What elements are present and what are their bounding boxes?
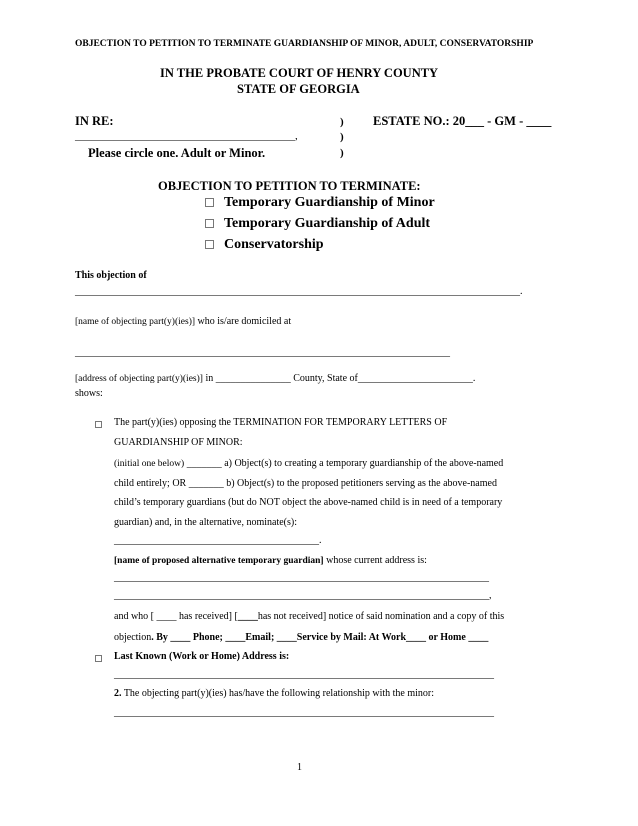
shows-label: shows: bbox=[75, 388, 103, 399]
option-label: Temporary Guardianship of Minor bbox=[224, 195, 435, 210]
last-known-label: Last Known (Work or Home) Address is: bbox=[114, 651, 290, 662]
domicile-line bbox=[75, 316, 291, 327]
relationship-blank: ____________________________________________________________________________ bbox=[114, 707, 494, 718]
circle-note: Please circle one. Adult or Minor. bbox=[88, 146, 266, 160]
nominee-line bbox=[114, 555, 427, 566]
this-objection-label: This objection of bbox=[75, 270, 147, 281]
county-state-text: in _______________ County, State of_______________________. bbox=[202, 373, 476, 384]
nominee-address-blank-2: ___________________________________________________________________________, bbox=[114, 590, 492, 601]
option-conservatorship[interactable] bbox=[205, 237, 324, 253]
nominee-label: [name of proposed alternative temporary guardian] bbox=[114, 556, 324, 566]
item2-line bbox=[114, 688, 434, 699]
last-known-checkbox-icon[interactable] bbox=[95, 655, 102, 662]
nominee-name-blank: _________________________________________. bbox=[114, 535, 322, 546]
notice-line bbox=[114, 611, 504, 622]
notice-text-b: has not received] notice of said nomination and a copy of this bbox=[257, 611, 505, 622]
service-options: . By ____ Phone; ____Email; ____Service by Mail: At Work____ or Home ____ bbox=[151, 632, 489, 643]
address-label: [address of objecting part(y)(ies)] bbox=[75, 374, 203, 384]
option-label: Temporary Guardianship of Adult bbox=[224, 216, 431, 231]
item1-line5: child’s temporary guardians (but do NOT object the above-named child is in need of a temporary bbox=[114, 497, 503, 508]
checkbox-icon[interactable] bbox=[205, 240, 214, 249]
item1-line1: The part(y)(ies) opposing the TERMINATION FOR TEMPORARY LETTERS OF bbox=[114, 417, 448, 428]
caption-paren-1: ) bbox=[340, 116, 344, 128]
caption-paren-2: ) bbox=[340, 131, 344, 143]
item1-line4: child entirely; OR _______ b) Object(s) to the proposed petitioners serving as the above-named bbox=[114, 478, 497, 489]
in-re-label: IN RE: bbox=[75, 114, 114, 128]
initial-label: (initial one below) bbox=[114, 459, 185, 469]
county-state-line bbox=[75, 373, 475, 384]
objector-name-label: [name of objecting part(y)(ies)] bbox=[75, 317, 196, 327]
address-blank: ___________________________________________________________________________ bbox=[75, 347, 450, 358]
item1-line2: GUARDIANSHIP OF MINOR: bbox=[114, 437, 243, 448]
item1-checkbox-icon[interactable] bbox=[95, 421, 102, 428]
nominee-address-text: whose current address is: bbox=[323, 555, 427, 566]
objector-name-blank: _________________________________________________________________________________________. bbox=[75, 286, 523, 297]
checkbox-icon[interactable] bbox=[205, 219, 214, 228]
caption-paren-3: ) bbox=[340, 147, 344, 159]
checkbox-icon[interactable] bbox=[205, 198, 214, 207]
option-label: Conservatorship bbox=[224, 237, 324, 252]
notice-text-a: and who [ ____ has received] [ bbox=[114, 611, 238, 622]
option-temp-guardianship-adult[interactable] bbox=[205, 216, 430, 232]
domiciled-text: who is/are domiciled at bbox=[195, 316, 292, 327]
page-number: 1 bbox=[297, 762, 302, 773]
form-title: OBJECTION TO PETITION TO TERMINATE GUARDIANSHIP OF MINOR, ADULT, CONSERVATORSHIP bbox=[75, 39, 534, 49]
service-line bbox=[114, 632, 488, 643]
item1-line6: guardian) and, in the alternative, nominate(s): bbox=[114, 517, 297, 528]
objection-heading: OBJECTION TO PETITION TO TERMINATE: bbox=[158, 179, 421, 193]
objection-word: objection bbox=[114, 632, 152, 643]
nominee-address-blank-1: ___________________________________________________________________________ bbox=[114, 572, 489, 583]
estate-number: ESTATE NO.: 20___ - GM - ____ bbox=[373, 114, 552, 128]
item2-number: 2. bbox=[114, 688, 122, 699]
court-name: IN THE PROBATE COURT OF HENRY COUNTY bbox=[160, 66, 439, 80]
last-known-blank: ____________________________________________________________________________ bbox=[114, 669, 494, 680]
item1-line3 bbox=[114, 458, 503, 469]
notice-blank: ____ bbox=[237, 611, 258, 622]
respondent-name-blank: ________________________________________, bbox=[75, 130, 298, 142]
item2-text: The objecting part(y)(ies) has/have the following relationship with the minor: bbox=[121, 688, 435, 699]
option-a-text: _______ a) Object(s) to creating a temporary guardianship of the above-named bbox=[184, 458, 504, 469]
court-state: STATE OF GEORGIA bbox=[237, 82, 360, 96]
option-temp-guardianship-minor[interactable] bbox=[205, 195, 435, 211]
